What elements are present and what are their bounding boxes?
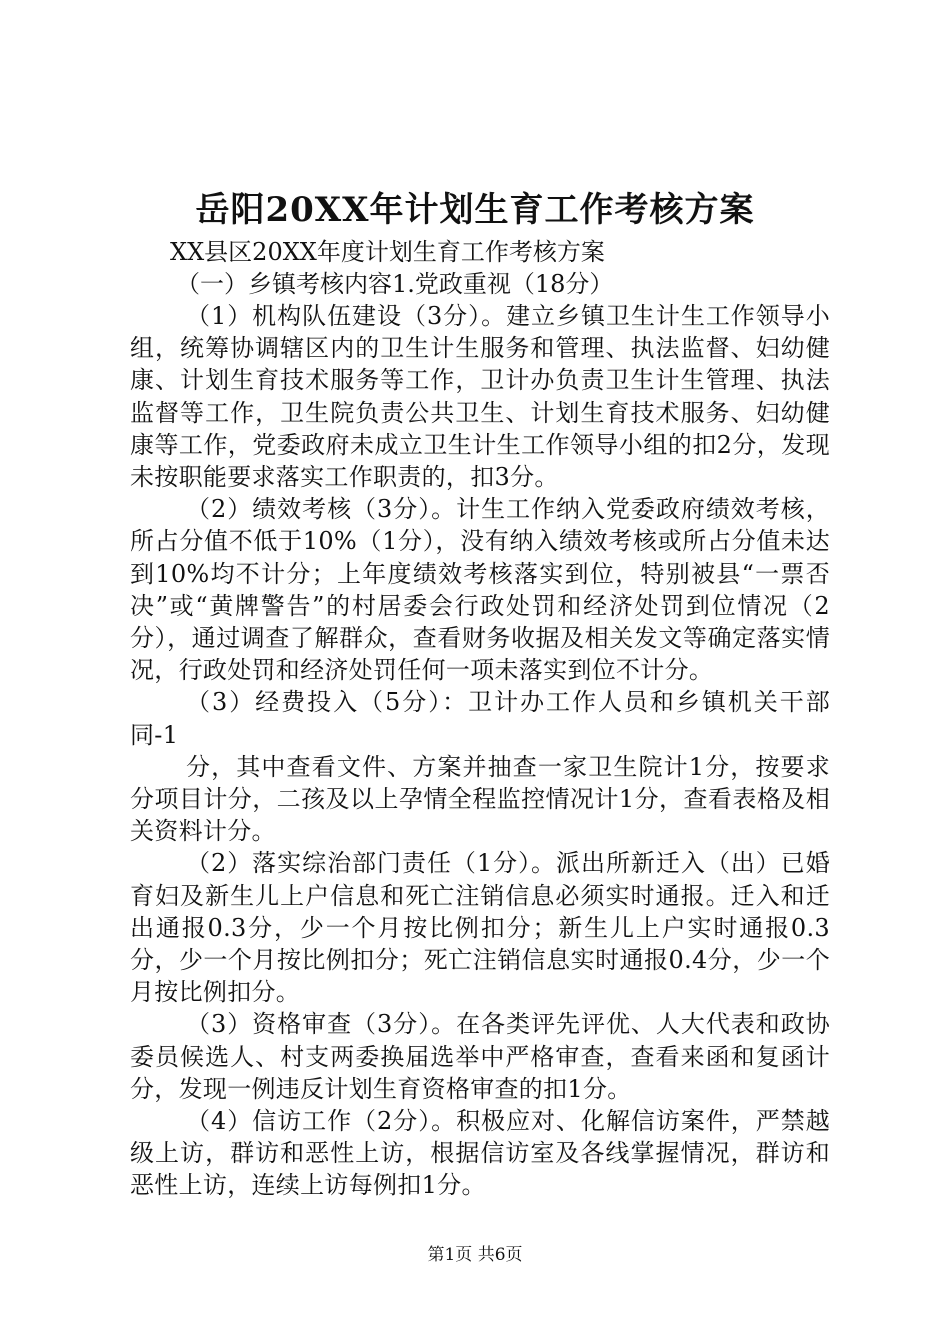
document-title: 岳阳20XX年计划生育工作考核方案 bbox=[195, 190, 755, 230]
page-number-footer: 第1页 共6页 bbox=[427, 1245, 523, 1265]
document-body bbox=[130, 236, 830, 1202]
document-subtitle: XX县区20XX年度计划生育工作考核方案 bbox=[170, 238, 605, 266]
paragraph-comprehensive-governance: （2）落实综治部门责任（1分）。派出所新迁入（出）已婚育妇及新生儿上户信息和死亡注销信息必须实时通报。迁入和迁出通报0.3分，少一个月按比例扣分；新生儿上户实时通报0.3分，少一个月按比例扣分；死亡注销信息实时通报0.4分，少一个月按比例扣分。 bbox=[130, 849, 830, 1007]
paragraph-org-building: （1）机构队伍建设（3分）。建立乡镇卫生计生工作领导小组，统筹协调辖区内的卫生计生服务和管理、执法监督、妇幼健康、计划生育技术服务等工作，卫计办负责卫生计生管理、执法监督等工作，卫生院负责公共卫生、计划生育技术服务、妇幼健康等工作，党委政府未成立卫生计生工作领导小组的扣2分，发现未按职能要求落实工作职责的，扣3分。 bbox=[130, 302, 830, 492]
paragraph-scoring-details: 分，其中查看文件、方案并抽查一家卫生院计1分，按要求分项目计分，二孩及以上孕情全程监控情况计1分，查看表格及相关资料计分。 bbox=[130, 752, 830, 846]
paragraph-petition-work: （4）信访工作（2分）。积极应对、化解信访案件，严禁越级上访，群访和恶性上访，根据信访室及各线掌握情况，群访和恶性上访，连续上访每例扣1分。 bbox=[130, 1107, 830, 1200]
section-heading: （一）乡镇考核内容1.党政重视（18分） bbox=[176, 270, 614, 298]
paragraph-performance-review: （2）绩效考核（3分）。计生工作纳入党委政府绩效考核，所占分值不低于10%（1分），没有纳入绩效考核或所占分值未达到10%均不计分；上年度绩效考核落实到位，特别被县“一票否决”或“黄牌警告”的村居委会行政处罚和经济处罚到位情况（2分），通过调查了解群众，查看财务收据及相关发文等确定落实情况，行政处罚和经济处罚任何一项未落实到位不计分。 bbox=[130, 495, 830, 685]
paragraph-qualification-review: （3）资格审查（3分）。在各类评先评优、人大代表和政协委员候选人、村支两委换届选举中严格审查，查看来函和复函计分，发现一例违反计划生育资格审查的扣1分。 bbox=[130, 1010, 830, 1103]
paragraph-funding: （3）经费投入（5分）：卫计办工作人员和乡镇机关干部同-1 bbox=[130, 688, 830, 749]
